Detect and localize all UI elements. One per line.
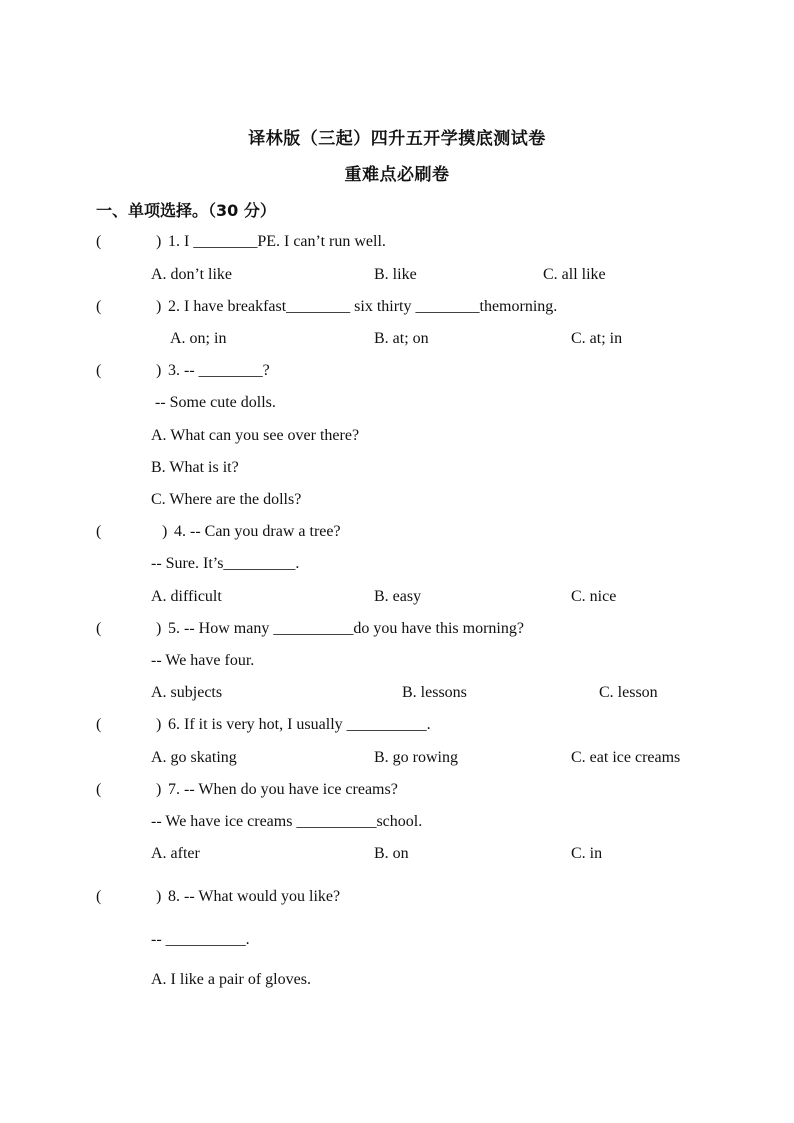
option-a: A. go skating <box>151 749 237 766</box>
question-7-reply: -- We have ice creams __________school. <box>151 813 423 830</box>
option-a: A. on; in <box>170 330 227 347</box>
option-b: B. What is it? <box>151 459 239 476</box>
option-a: A. don’t like <box>151 266 233 283</box>
question-stem: 8. -- What would you like? <box>168 888 341 905</box>
option-a: A. subjects <box>151 684 223 701</box>
question-stem: 5. -- How many __________do you have this morning? <box>168 620 524 637</box>
option-a: A. after <box>151 845 200 862</box>
question-stem: 6. If it is very hot, I usually __________. <box>168 716 431 733</box>
option-c: C. lesson <box>599 684 658 701</box>
question-stem: 2. I have breakfast________ six thirty ________themorning. <box>168 298 558 315</box>
answer-paren-close: ) <box>156 233 162 250</box>
question-4-reply: -- Sure. It’s_________. <box>151 555 300 572</box>
question-stem: 4. -- Can you draw a tree? <box>174 523 341 540</box>
section-heading: 一、单项选择。（30 分） <box>96 201 276 220</box>
option-c: C. in <box>571 845 603 862</box>
option-b: B. at; on <box>374 330 429 347</box>
answer-paren-close: ) <box>156 362 162 379</box>
page-subtitle: 重难点必刷卷 <box>344 165 450 185</box>
option-c: C. eat ice creams <box>571 749 681 766</box>
answer-paren-open: ( <box>96 362 102 379</box>
answer-paren-close: ) <box>162 523 168 540</box>
answer-paren-close: ) <box>156 298 162 315</box>
question-stem: 7. -- When do you have ice creams? <box>168 781 398 798</box>
answer-paren-close: ) <box>156 620 162 637</box>
answer-paren-open: ( <box>96 523 102 540</box>
option-c: C. all like <box>543 266 606 283</box>
option-b: B. like <box>374 266 417 283</box>
option-c: C. Where are the dolls? <box>151 491 302 508</box>
option-b: B. on <box>374 845 409 862</box>
option-b: B. easy <box>374 588 422 605</box>
answer-paren-open: ( <box>96 888 102 905</box>
answer-paren-open: ( <box>96 298 102 315</box>
answer-paren-open: ( <box>96 620 102 637</box>
question-3-reply: -- Some cute dolls. <box>155 394 276 411</box>
question-8-reply: -- __________. <box>151 931 250 948</box>
option-b: B. go rowing <box>374 749 458 766</box>
answer-paren-close: ) <box>156 888 162 905</box>
option-c: C. nice <box>571 588 617 605</box>
question-5-reply: -- We have four. <box>151 652 255 669</box>
option-a: A. I like a pair of gloves. <box>151 971 311 988</box>
page-title: 译林版（三起）四升五开学摸底测试卷 <box>248 129 546 149</box>
question-stem: 3. -- ________? <box>168 362 270 379</box>
option-b: B. lessons <box>402 684 467 701</box>
option-a: A. difficult <box>151 588 222 605</box>
answer-paren-close: ) <box>156 716 162 733</box>
answer-paren-close: ) <box>156 781 162 798</box>
answer-paren-open: ( <box>96 716 102 733</box>
answer-paren-open: ( <box>96 781 102 798</box>
answer-paren-open: ( <box>96 233 102 250</box>
question-stem: 1. I ________PE. I can’t run well. <box>168 233 386 250</box>
option-c: C. at; in <box>571 330 623 347</box>
option-a: A. What can you see over there? <box>151 427 360 444</box>
